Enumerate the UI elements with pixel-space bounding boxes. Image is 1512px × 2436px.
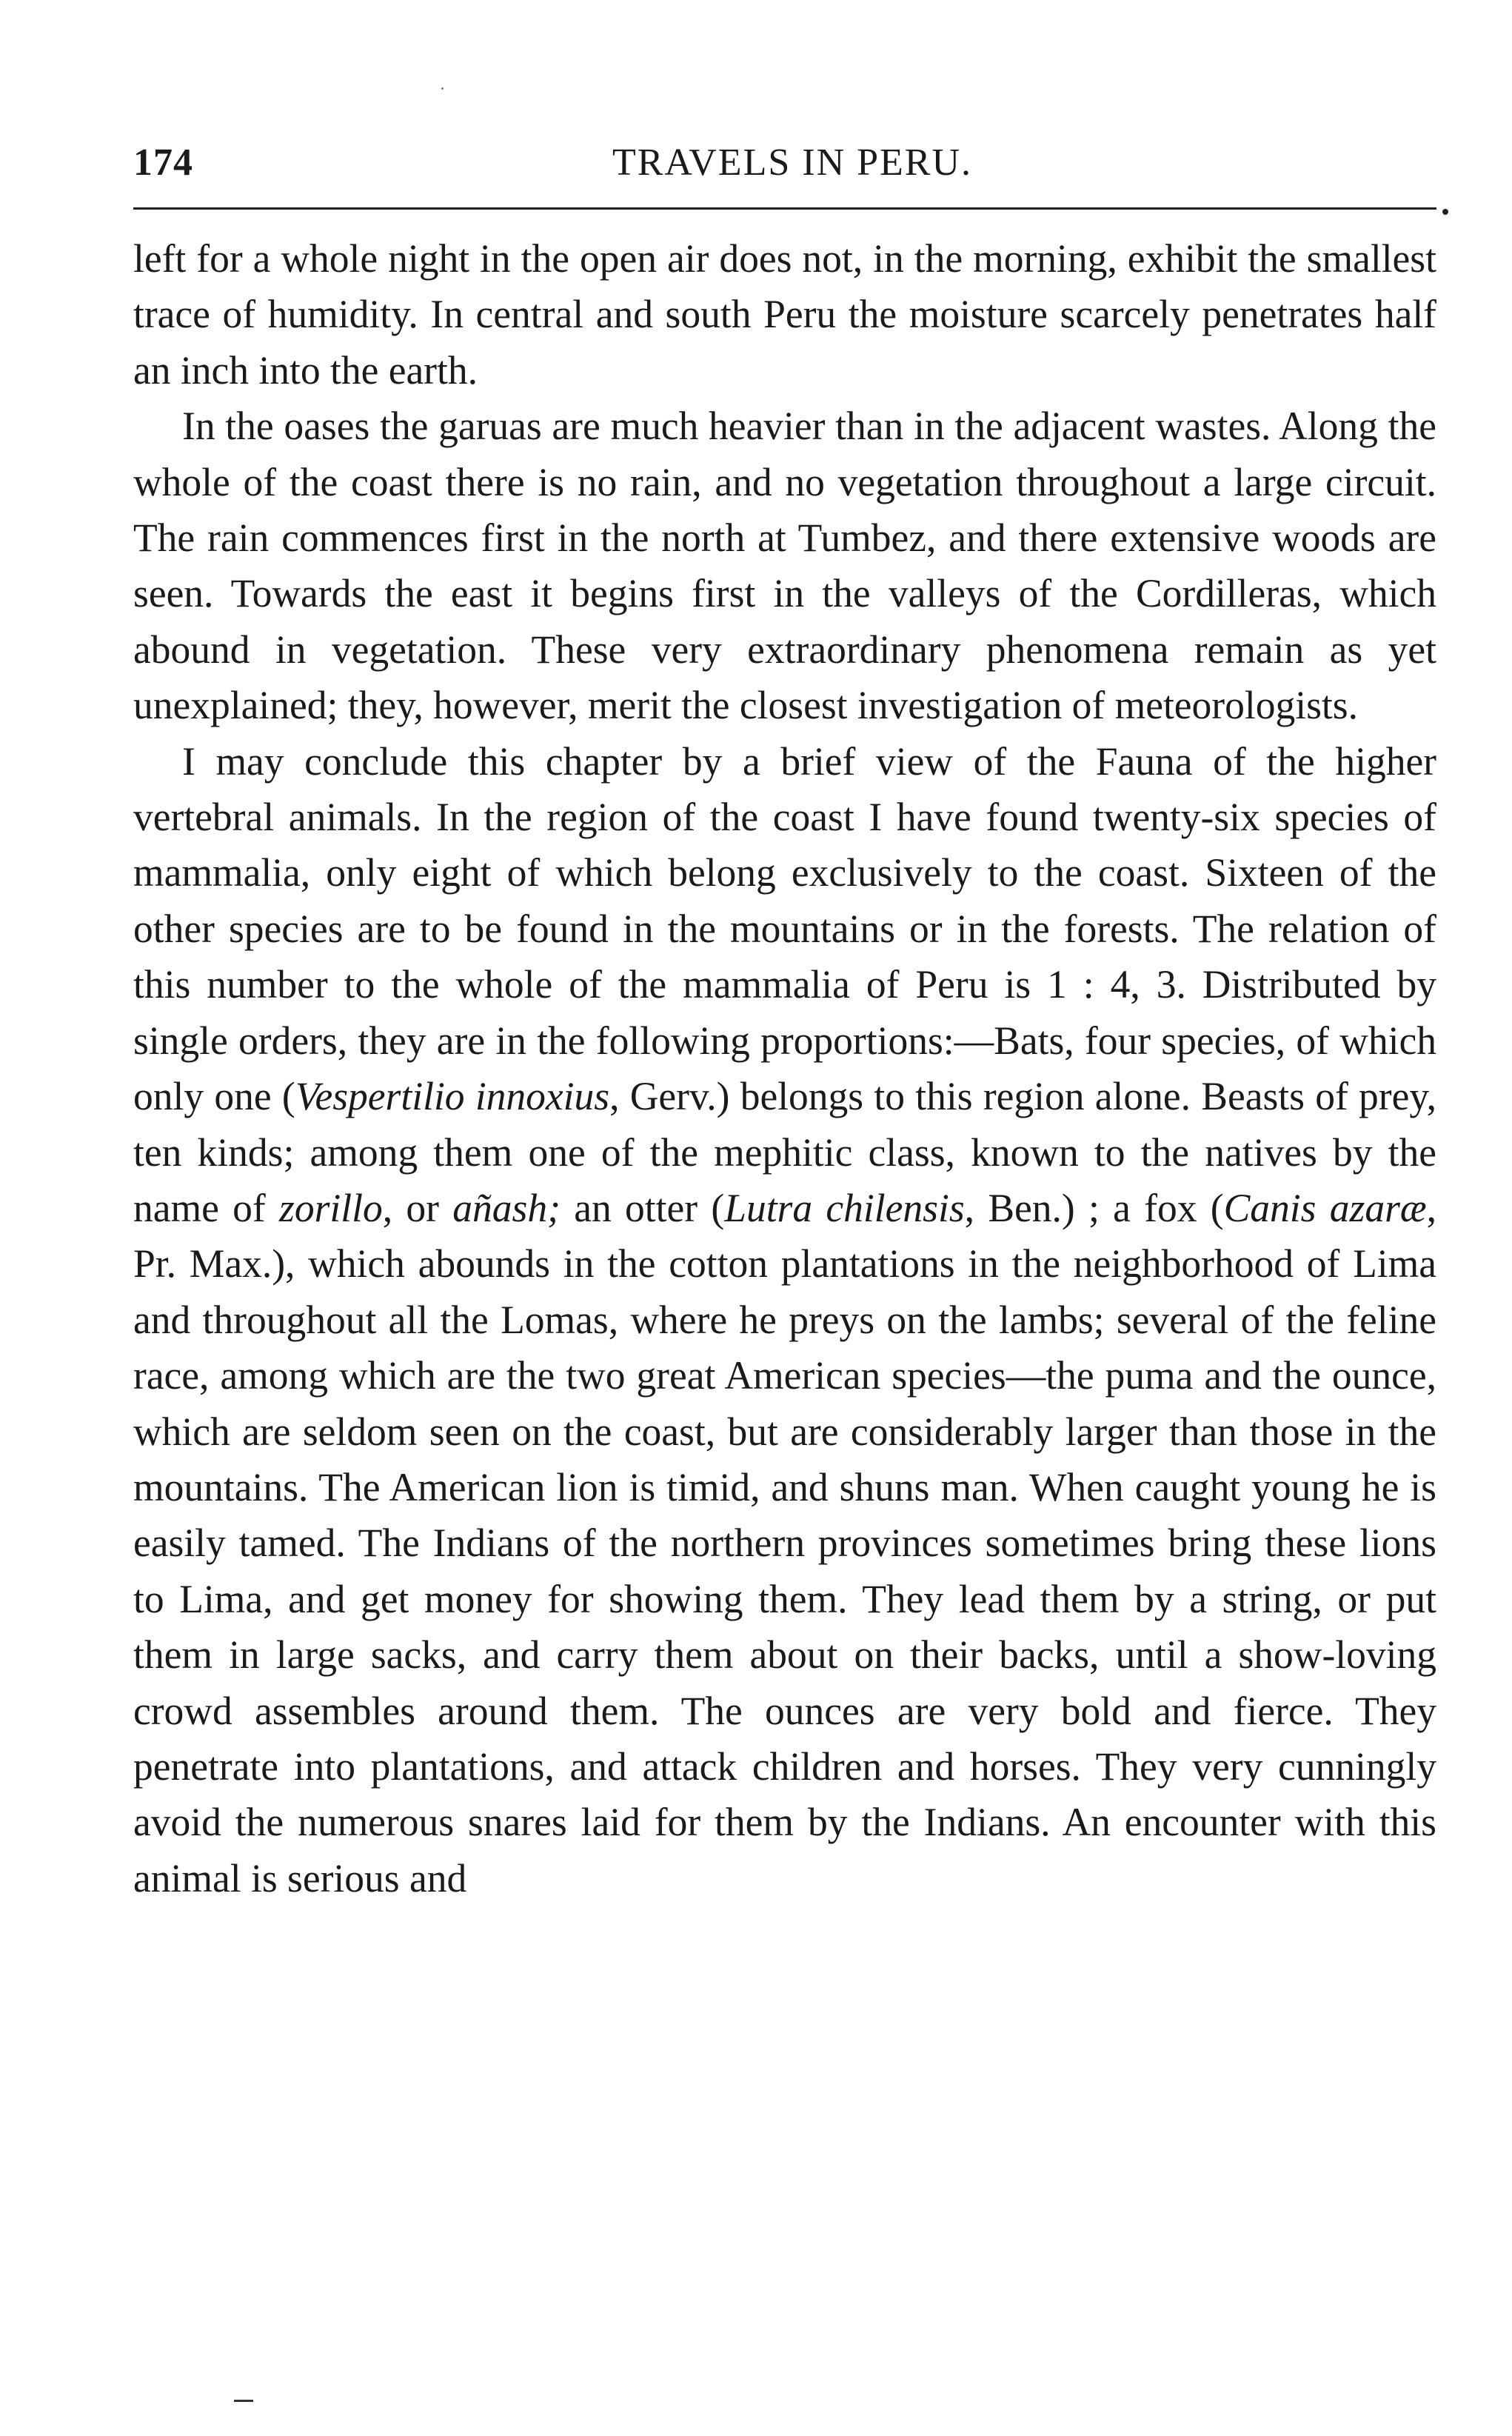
italic-term: Lutra chilensis: [724, 1185, 965, 1230]
italic-term: añash;: [452, 1185, 561, 1230]
running-head: [133, 141, 1451, 193]
page-number: 174: [133, 141, 193, 184]
running-title: TRAVELS IN PERU.: [612, 141, 973, 184]
paper-speck: [441, 87, 444, 90]
text-run: , Pr. Max.), which abounds in the cotton plantations in the neighborhood of Lima and throughout all the Lomas, where he preys on the lambs; several of the feline race, among which are the two great American species—the puma and the ounce, which are seldom seen on the coast, but are considerably larger than those in the mountains. The American lion is timid, and shuns man. When caught young he is easily tamed. The Indians of the northern provinces sometimes bring these lions to Lima, and get money for showing them. They lead them by a string, or put them in large sacks, and carry them about on their backs, until a show-loving crowd assembles around them. The ounces are very bold and fierce. They penetrate into plantations, and attack children and horses. They very cunningly avoid the numerous snares laid for them by the Indians. An encounter with this animal is serious and: [133, 1185, 1436, 1901]
text-run: , Gerv.) belongs to this region alone. Beasts of prey, ten kinds; among them one of the mephitic class, known to the natives by the name of: [133, 1074, 1436, 1230]
text-run: In the oases the garuas are much heavier than in the adjacent wastes. Along the whole of the coast there is no rain, and no vegetation throughout a large circuit. The rain commences first in the north at Tumbez, and there extensive woods are seen. Towards the east it begins first in the valleys of the Cordilleras, which abound in vegetation. These very extraordinary phenomena remain as yet unexplained; they, however, merit the closest investigation of meteorologists.: [133, 404, 1436, 728]
text-run: left for a whole night in the open air does not, in the morning, exhibit the smallest trace of humidity. In central and south Peru the moisture scarcely penetrates half an inch into the earth.: [133, 236, 1436, 393]
italic-term: Canis azaræ: [1223, 1185, 1427, 1230]
italic-term: zorillo: [279, 1185, 383, 1230]
signature-mark: [234, 2400, 253, 2402]
body-text: [133, 231, 1436, 1906]
paragraph: [133, 231, 1436, 398]
rule-mark: [1442, 209, 1448, 215]
text-run: , Ben.) ; a fox (: [964, 1185, 1224, 1230]
paragraph: [133, 398, 1436, 733]
header-rule: [133, 207, 1436, 210]
text-run: an otter (: [560, 1185, 725, 1230]
italic-term: Vespertilio innoxius: [295, 1074, 610, 1119]
text-run: I may conclude this chapter by a brief view of the Fauna of the higher vertebral animals. In the region of the coast I have found twenty-six species of mammalia, only eight of which belong exclusively to the coast. Sixteen of the other species are to be found in the mountains or in the forests. The relation of this number to the whole of the mammalia of Peru is 1 : 4, 3. Distributed by single orders, they are in the following proportions:—Bats, four species, of which only one (: [133, 738, 1436, 1119]
text-run: , or: [382, 1185, 453, 1230]
paragraph: [133, 734, 1436, 1907]
